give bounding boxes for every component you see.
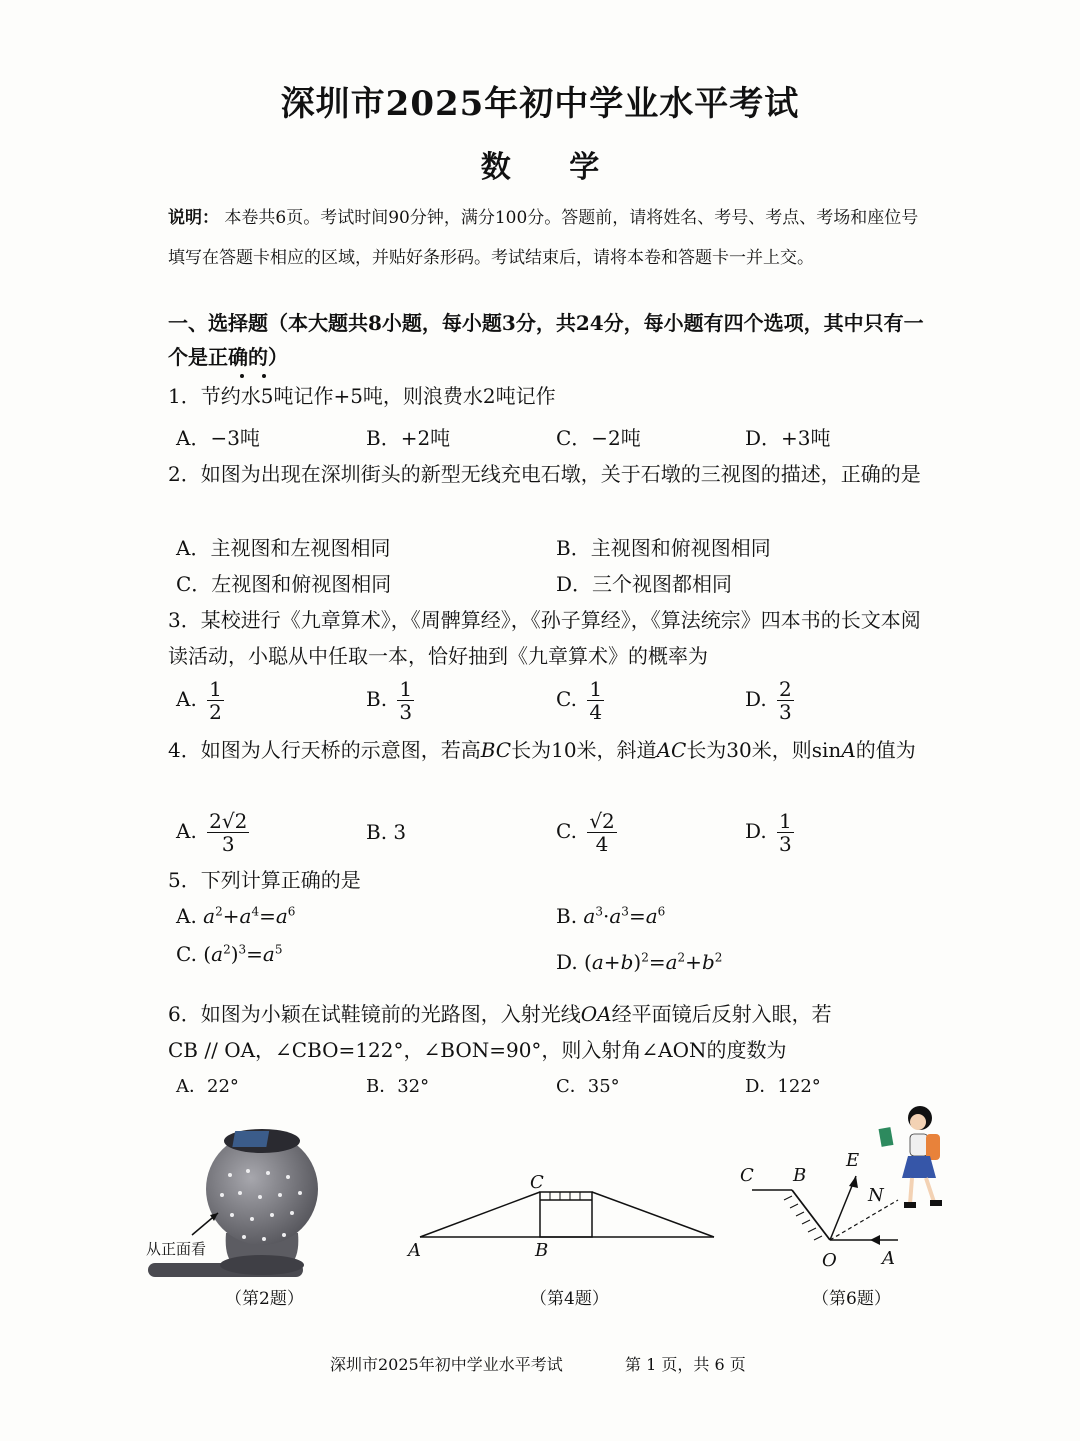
denominator: 3	[399, 700, 413, 724]
section-heading: 一、选择题（本大题共8小题，每小题3分，共24分，每小题有四个选项，其中只有一个是正确的）	[168, 311, 924, 369]
fraction	[777, 810, 794, 855]
q6-option-c[interactable]: C．35°	[556, 1076, 620, 1097]
option-label: C.	[176, 942, 197, 966]
segment-bc: BC	[480, 738, 512, 762]
bridge-pillar-bc	[540, 1192, 592, 1237]
point-a-label: A	[882, 1248, 895, 1269]
q3-option-d[interactable]	[745, 678, 794, 723]
footer-exam-name: 深圳市2025年初中学业水平考试	[330, 1355, 563, 1374]
question-5-stem: 5．下列计算正确的是	[168, 868, 361, 892]
q6-option-d[interactable]: D．122°	[745, 1076, 821, 1097]
ramp-ac	[420, 1192, 540, 1237]
q5-option-d[interactable]: D. $(a+b)^2=a^2+b^2$	[556, 950, 723, 974]
q6-text: 经平面镜后反射入眼，若	[611, 1002, 832, 1026]
option-label: B.	[556, 904, 578, 928]
q1-option-a[interactable]: A．−3吨	[176, 426, 260, 450]
numerator: 2√2	[209, 809, 248, 833]
q5-option-c[interactable]: C. $(a^2)^3=a^5$	[176, 942, 283, 966]
point-a-label: A	[408, 1240, 421, 1261]
fraction	[777, 678, 794, 723]
numerator: √2	[589, 809, 615, 833]
numerator: 1	[399, 677, 413, 701]
q4-text: 的值为	[855, 738, 916, 762]
q4-text: 4．如图为人行天桥的示意图，若高	[168, 738, 481, 762]
numerator: 1	[779, 809, 792, 833]
denominator: 3	[221, 832, 235, 856]
q6-option-a[interactable]: A．22°	[176, 1076, 239, 1097]
notes-text: 本卷共6页。考试时间90分钟，满分100分。答题前，请将姓名、考号、考点、考场和座位号填写在答题卡相应的区域，并贴好条形码。考试结束后，请将本卷和答题卡一并上交。	[168, 208, 919, 268]
question-1-stem: 1．节约水5吨记作+5吨，则浪费水2吨记作	[168, 384, 556, 408]
point-c-label: C	[740, 1165, 754, 1186]
q6-option-b[interactable]: B．32°	[366, 1076, 430, 1097]
q1-option-d[interactable]: D．+3吨	[745, 426, 831, 450]
fraction	[587, 810, 616, 855]
q6-text: 6．如图为小颖在试鞋镜前的光路图，入射光线	[168, 1002, 581, 1026]
point-b-label: B	[793, 1165, 807, 1186]
fraction	[207, 810, 249, 855]
numerator: 1	[589, 677, 603, 701]
page-title: 深圳市2025年初中学业水平考试	[280, 84, 800, 124]
q1-option-c[interactable]: C．−2吨	[556, 426, 641, 450]
option-label: D.	[745, 687, 767, 711]
q2-option-d[interactable]: D．三个视图都相同	[556, 572, 733, 596]
point-n-label: N	[868, 1185, 884, 1206]
exam-notes	[168, 198, 930, 278]
denominator: 3	[779, 700, 792, 724]
angle-a: A	[841, 738, 856, 762]
figure-4-caption: （第4题）	[530, 1289, 609, 1309]
notes-label: 说明：	[168, 208, 219, 228]
figure-2-caption: （第2题）	[225, 1289, 304, 1309]
q4-text: 长为10米，斜道	[511, 738, 657, 762]
question-3-stem: 3．某校进行《九章算术》，《周髀算经》，《孙子算经》，《算法统宗》四本书的长文本阅读活动，小聪从中任取一本，恰好抽到《九章算术》的概率为	[168, 608, 921, 668]
solar-panel	[232, 1131, 269, 1147]
fraction	[397, 678, 414, 723]
q4-option-c[interactable]	[556, 810, 617, 855]
point-e-label: E	[846, 1150, 860, 1171]
footer-page-number: 第 1 页，共 6 页	[625, 1355, 746, 1374]
question-6-stem-line2: CB // OA，∠CBO=122°，∠BON=90°，则入射角∠AON的度数为	[168, 1038, 787, 1062]
option-value: 3	[393, 820, 407, 844]
point-o-label: O	[822, 1250, 837, 1271]
point-c-label: C	[530, 1172, 544, 1193]
option-label: A.	[176, 687, 197, 711]
q3-option-c[interactable]	[556, 678, 604, 723]
q2-option-c[interactable]: C．左视图和俯视图相同	[176, 572, 392, 596]
point-b-label: B	[535, 1240, 549, 1261]
option-label: D.	[745, 819, 767, 843]
q3-option-a[interactable]	[176, 678, 224, 723]
q4-option-d[interactable]	[745, 810, 794, 855]
q2-option-b[interactable]: B．主视图和俯视图相同	[556, 536, 771, 560]
option-label: B.	[366, 687, 388, 711]
q5-option-a[interactable]: A. $a^2+a^4=a^6$	[176, 904, 296, 928]
figure-2-stone-pier	[140, 1115, 340, 1290]
figure-4-footbridge	[400, 1165, 720, 1265]
figure-6-light-path	[730, 1100, 960, 1280]
q1-option-b[interactable]: B．+2吨	[366, 426, 451, 450]
q4-text: 长为30米，则sin	[686, 738, 842, 762]
denominator: 3	[779, 832, 792, 856]
option-label: D.	[556, 950, 578, 974]
q2-option-a[interactable]: A．主视图和左视图相同	[176, 536, 391, 560]
question-6-stem	[168, 996, 832, 1032]
denominator: 2	[209, 700, 222, 724]
question-4-stem	[168, 732, 933, 768]
question-2-stem: 2．如图为出现在深圳街头的新型无线充电石墩，关于石墩的三视图的描述，正确的是	[168, 462, 921, 486]
subject-title: 数 学	[480, 150, 624, 185]
numerator: 2	[779, 677, 792, 701]
denominator: 4	[589, 700, 603, 724]
option-label: A.	[176, 819, 197, 843]
q4-option-a[interactable]	[176, 810, 249, 855]
option-label: C.	[556, 819, 577, 843]
ray-oa: OA	[580, 1002, 612, 1026]
q3-option-b[interactable]	[366, 678, 414, 723]
fraction	[587, 678, 604, 723]
q5-option-b[interactable]: B. $a^3\cdot a^3=a^6$	[556, 904, 666, 928]
girl-illustration	[879, 1106, 942, 1208]
q4-option-b[interactable]	[366, 820, 406, 844]
segment-ac: AC	[656, 738, 687, 762]
option-label: C.	[556, 687, 577, 711]
normal-on	[830, 1200, 898, 1240]
front-view-label: 从正面看	[146, 1240, 207, 1258]
numerator: 1	[209, 677, 222, 701]
option-label: B.	[366, 820, 388, 844]
fraction	[207, 678, 224, 723]
option-label: A.	[176, 904, 197, 928]
figure-6-caption: （第6题）	[812, 1289, 891, 1309]
ramp-right	[592, 1192, 714, 1237]
denominator: 4	[595, 832, 609, 856]
